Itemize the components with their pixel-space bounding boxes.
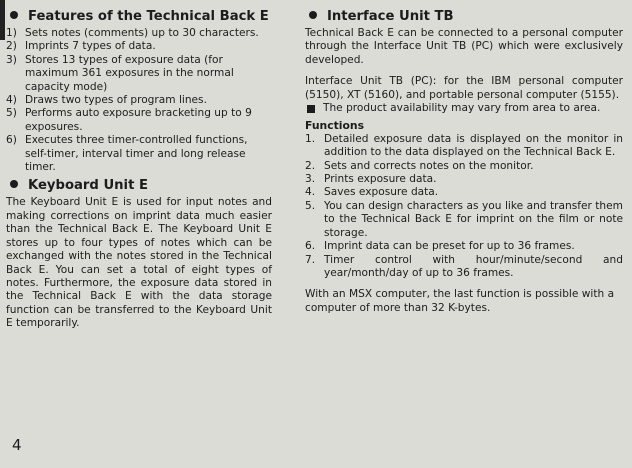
list-item: 4. Saves exposure data. <box>305 186 439 199</box>
features-list <box>6 27 272 174</box>
list-item: 3) Stores 13 types of exposure data (for maximum 361 exposures in the normal capacity mode) <box>6 53 234 93</box>
page-edge-mark <box>0 0 5 40</box>
features-heading: Features of the Technical Back E <box>6 9 272 25</box>
list-item: 2. Sets and corrects notes on the monitor. <box>305 159 534 172</box>
left-column <box>6 9 272 331</box>
bullet-icon <box>309 11 317 19</box>
keyboard-heading: Keyboard Unit E <box>6 178 272 194</box>
keyboard-paragraph: The Keyboard Unit E is used for input notes and making corrections on imprint data much easier than the Technical Back E. The Keyboard Unit E stores up to four types of notes which can be exchanged with the notes stored in the Technical Back E. You can set a total of eight types of notes. Furthermore, the exposure data stored in the Technical Back E with the data storage function can be transferred to the Keyboard Unit E temporarily. <box>6 196 272 330</box>
list-item: 4) Draws two types of program lines. <box>6 94 207 107</box>
list-item: 1) Sets notes (comments) up to 30 characters. <box>6 27 259 39</box>
functions-list <box>305 133 623 280</box>
square-bullet-icon <box>307 105 315 113</box>
list-item: 5. You can design characters as you like and transfer them to the Technical Back E for imprint on the film or note storage. <box>305 199 623 239</box>
list-item: 6) Executes three timer-controlled functions, self-timer, interval timer and long release timer. <box>6 134 248 174</box>
list-item: 7. Timer control with hour/minute/second and year/month/day of up to 36 frames. <box>305 253 623 279</box>
right-column <box>305 9 623 315</box>
bullet-icon <box>10 11 18 19</box>
list-item: 2) Imprints 7 types of data. <box>6 40 156 53</box>
functions-heading: Functions <box>305 119 365 133</box>
list-item: 5) Performs auto exposure bracketing up to 9 exposures. <box>6 107 252 133</box>
list-item: 1. Detailed exposure data is displayed on the monitor in addition to the data displayed on the Technical Back E. <box>305 132 623 159</box>
bullet-icon <box>10 180 18 188</box>
msx-paragraph: With an MSX computer, the last function is possible with a computer of more than 32 K-bytes. <box>305 288 615 314</box>
interface-heading: Interface Unit TB <box>305 9 623 25</box>
page-number: 4 <box>12 436 22 454</box>
pc-paragraph: Interface Unit TB (PC): for the IBM personal computer (5150), XT (5160), and portable personal computer (5155). <box>305 75 623 101</box>
availability-note: The product availability may vary from area to area. <box>305 102 623 115</box>
interface-paragraph: Technical Back E can be connected to a personal computer through the Interface Unit TB (PC) which were exclusively developed. <box>305 27 623 66</box>
list-item: 6. Imprint data can be preset for up to 36 frames. <box>305 240 575 253</box>
list-item: 3. Prints exposure data. <box>305 173 437 186</box>
